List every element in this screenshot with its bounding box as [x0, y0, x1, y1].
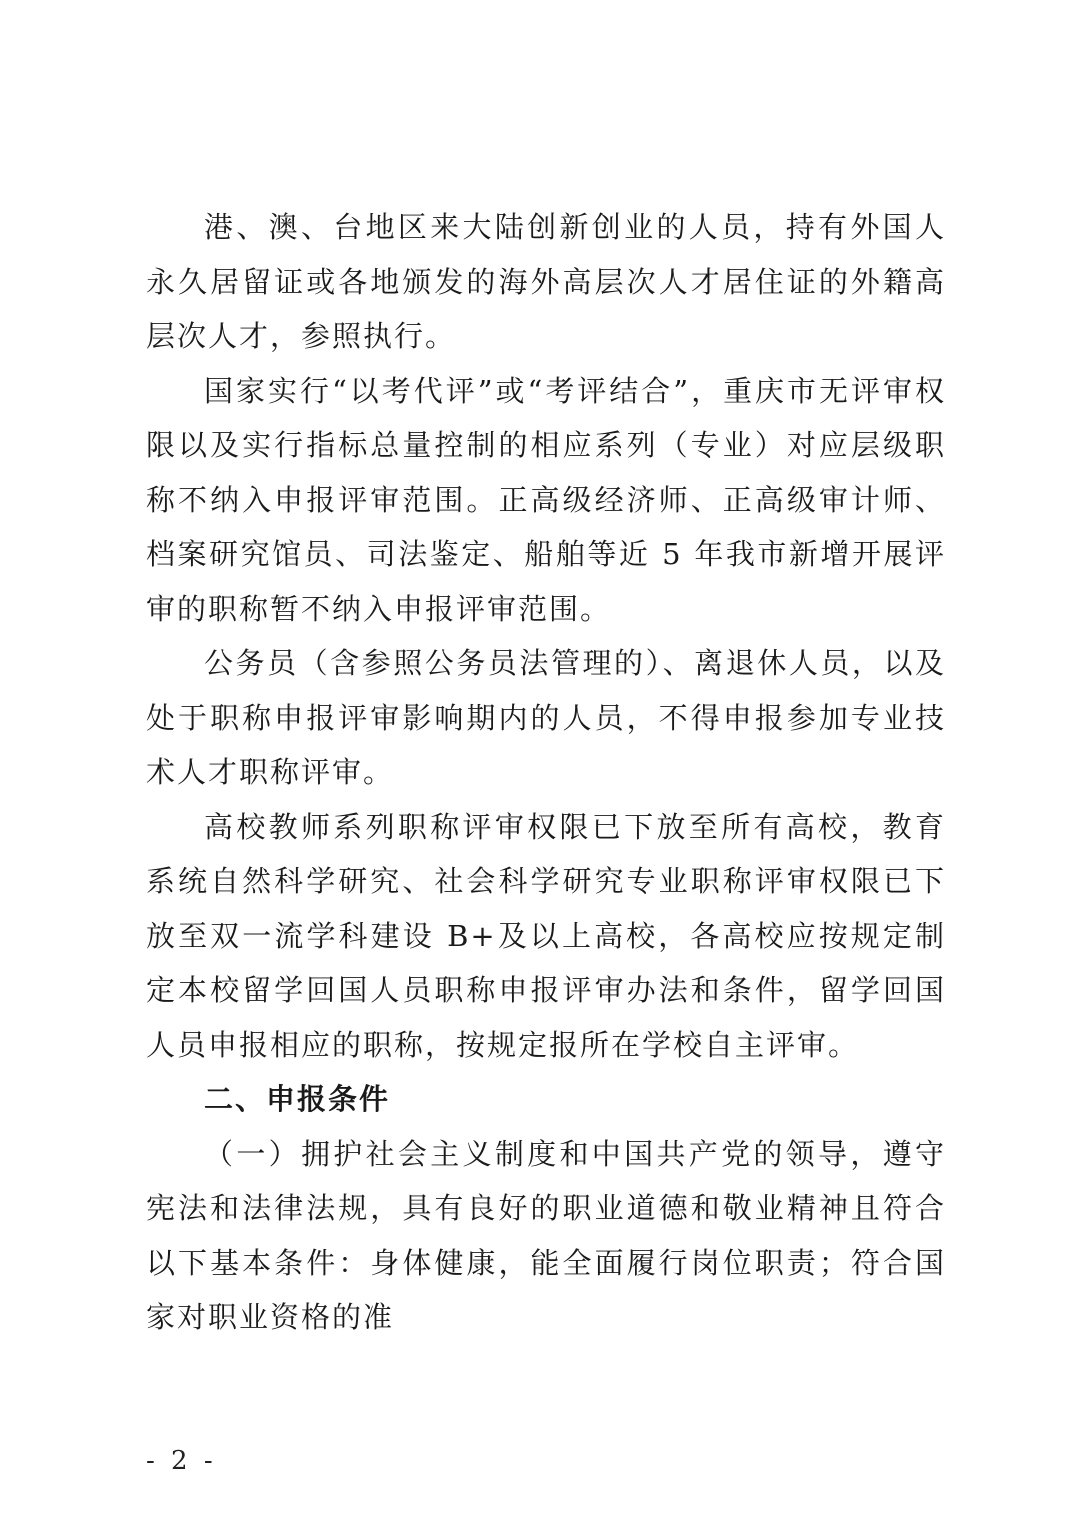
paragraph-university-teachers: 高校教师系列职称评审权限已下放至所有高校，教育系统自然科学研究、社会科学研究专业职称评审权限已下放至双一流学科建设 B+及以上高校，各高校应按规定制定本校留学回国人员职称申报评审办法和条件，留学回国人员申报相应的职称，按规定报所在学校自主评审。: [146, 809, 946, 1062]
page-number: - 2 -: [146, 1446, 217, 1476]
paragraph-condition-one: （一）拥护社会主义制度和中国共产党的领导，遵守宪法和法律法规，具有良好的职业道德和敬业精神且符合以下基本条件：身体健康，能全面履行岗位职责；符合国家对职业资格的准: [146, 1136, 946, 1334]
paragraph-exam-evaluation: 国家实行“以考代评”或“考评结合”，重庆市无评审权限以及实行指标总量控制的相应系列（专业）对应层级职称不纳入申报评审范围。正高级经济师、正高级审计师、档案研究馆员、司法鉴定、船舶等近 5 年我市新增开展评审的职称暂不纳入申报评审范围。: [146, 373, 946, 626]
paragraph-civil-servants: 公务员（含参照公务员法管理的）、离退休人员，以及处于职称申报评审影响期内的人员，不得申报参加专业技术人才职称评审。: [146, 646, 946, 789]
document-body: [146, 200, 946, 1345]
paragraph-hk-macao-taiwan: 港、澳、台地区来大陆创新创业的人员，持有外国人永久居留证或各地颁发的海外高层次人才居住证的外籍高层次人才，参照执行。: [146, 210, 946, 353]
section-heading-application-conditions: 二、申报条件: [204, 1082, 391, 1116]
